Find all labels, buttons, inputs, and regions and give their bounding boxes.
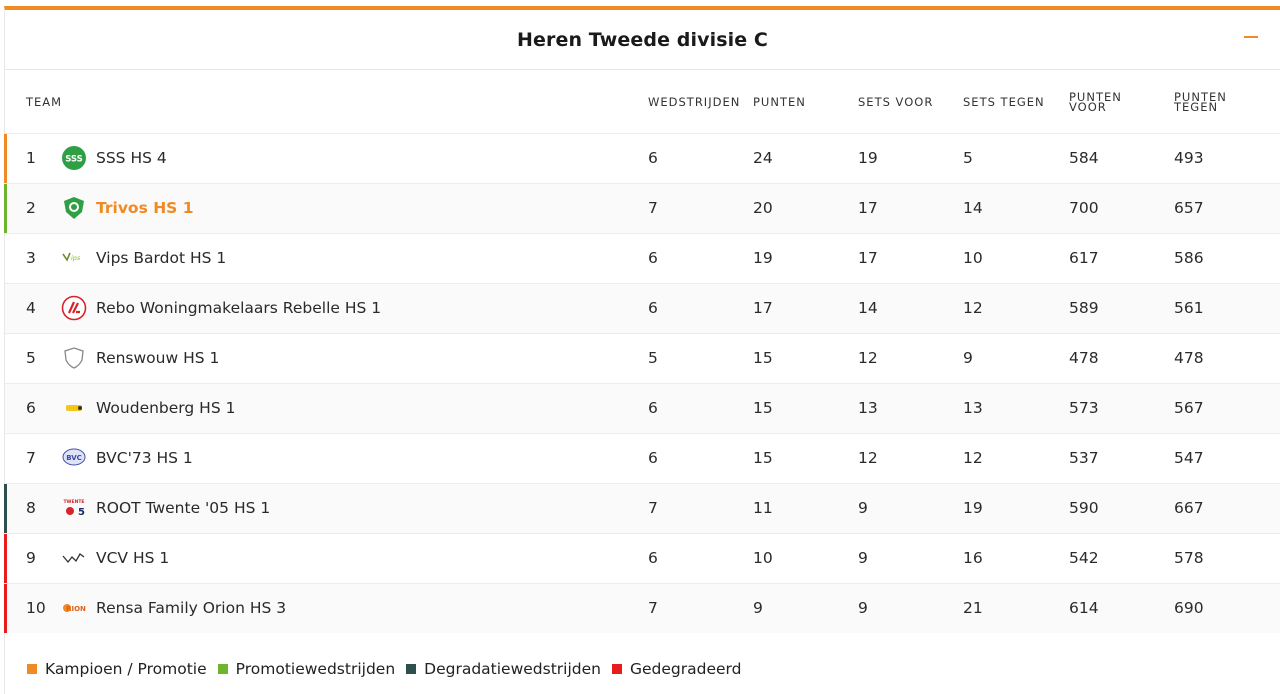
sets-voor-cell: 13 (858, 399, 878, 417)
status-bar (4, 134, 7, 183)
rank-value: 1 (26, 149, 36, 167)
rank-cell (5, 383, 61, 433)
status-bar (4, 584, 7, 634)
punten-cell: 20 (753, 199, 773, 217)
team-name[interactable]: SSS HS 4 (96, 149, 167, 167)
team-name[interactable]: VCV HS 1 (96, 549, 170, 567)
team-name[interactable]: Renswouw HS 1 (96, 349, 220, 367)
svg-text:RION: RION (66, 605, 86, 614)
team-logo-icon (61, 145, 87, 171)
punten-tegen-cell: 667 (1174, 499, 1204, 517)
punten-voor-cell: 573 (1069, 399, 1099, 417)
sets-voor-cell: 17 (858, 249, 878, 267)
legend-item-promotie (218, 660, 395, 678)
sets-voor-cell: 12 (858, 449, 878, 467)
team-logo-icon (61, 445, 87, 471)
sets-tegen-cell: 12 (963, 299, 983, 317)
table-row[interactable] (5, 333, 1280, 383)
punten-voor-cell: 478 (1069, 349, 1099, 367)
table-row[interactable] (5, 233, 1280, 283)
team-logo-icon (61, 195, 87, 221)
punten-tegen-cell: 690 (1174, 599, 1204, 618)
punten-cell: 15 (753, 399, 773, 417)
punten-tegen-cell: 578 (1174, 549, 1204, 567)
rank-cell (5, 433, 61, 483)
punten-tegen-cell: 478 (1174, 349, 1204, 367)
sets-tegen-cell: 9 (963, 349, 973, 367)
wedstrijden-cell: 6 (648, 449, 658, 467)
wedstrijden-cell: 5 (648, 349, 658, 367)
punten-cell: 24 (753, 149, 773, 167)
team-logo-icon (61, 545, 87, 571)
team-name[interactable]: BVC'73 HS 1 (96, 449, 193, 467)
svg-text:TWENTE: TWENTE (63, 500, 85, 505)
table-row[interactable] (5, 583, 1280, 633)
rank-cell (5, 583, 61, 633)
team-cell[interactable] (61, 333, 648, 383)
rank-cell (5, 333, 61, 383)
punten-voor-cell: 700 (1069, 199, 1099, 217)
punten-cell: 19 (753, 249, 773, 267)
legend-swatch (218, 664, 228, 674)
collapse-icon[interactable] (1244, 36, 1258, 38)
legend-label: Degradatiewedstrijden (424, 660, 601, 678)
rank-cell (5, 233, 61, 283)
sets-voor-cell: 9 (858, 499, 868, 517)
rank-cell (5, 183, 61, 233)
rank-cell (5, 483, 61, 533)
team-cell[interactable] (61, 383, 648, 433)
table-row[interactable] (5, 533, 1280, 583)
status-bar (4, 484, 7, 533)
rank-value: 8 (26, 499, 36, 517)
legend (27, 660, 752, 678)
sets-voor-cell: 9 (858, 599, 868, 618)
team-cell[interactable] (61, 183, 648, 233)
wedstrijden-cell: 6 (648, 149, 658, 167)
team-name[interactable]: Rebo Woningmakelaars Rebelle HS 1 (96, 299, 382, 317)
sets-tegen-cell: 16 (963, 549, 983, 567)
punten-voor-cell: 589 (1069, 299, 1099, 317)
rank-value: 2 (26, 199, 36, 217)
header-punten-tegen-line2: TEGEN (1174, 100, 1219, 115)
punten-cell: 17 (753, 299, 773, 317)
rank-value: 9 (26, 549, 36, 567)
team-cell[interactable] (61, 483, 648, 533)
header-team: TEAM (26, 95, 63, 110)
wedstrijden-cell: 7 (648, 499, 658, 517)
rank-cell (5, 533, 61, 583)
rank-value: 10 (26, 599, 46, 618)
punten-tegen-cell: 567 (1174, 399, 1204, 417)
wedstrijden-cell: 6 (648, 299, 658, 317)
sets-tegen-cell: 19 (963, 499, 983, 517)
status-bar (4, 184, 7, 233)
punten-voor-cell: 614 (1069, 599, 1099, 618)
legend-item-kampioen (27, 660, 207, 678)
sets-tegen-cell: 12 (963, 449, 983, 467)
team-name[interactable]: Woudenberg HS 1 (96, 399, 236, 417)
wedstrijden-cell: 7 (648, 599, 658, 618)
team-logo-icon (61, 345, 87, 371)
table-header-row (5, 70, 1280, 133)
punten-cell: 11 (753, 499, 773, 517)
legend-swatch (612, 664, 622, 674)
team-cell[interactable] (61, 233, 648, 283)
team-logo-icon (61, 595, 87, 621)
header-sets-tegen: SETS TEGEN (963, 95, 1045, 110)
table-row[interactable] (5, 183, 1280, 233)
legend-item-gedegradeerd (612, 660, 741, 678)
punten-tegen-cell: 657 (1174, 199, 1204, 217)
team-logo-icon (61, 295, 87, 321)
svg-text:5: 5 (78, 507, 85, 518)
team-name[interactable]: ROOT Twente '05 HS 1 (96, 499, 271, 517)
header-sets-voor: SETS VOOR (858, 95, 934, 110)
panel-header[interactable] (5, 10, 1280, 70)
punten-tegen-cell: 493 (1174, 149, 1204, 167)
team-name[interactable]: Vips Bardot HS 1 (96, 249, 227, 267)
legend-item-degradatie (406, 660, 601, 678)
header-punten-tegen (1174, 70, 1280, 133)
rank-value: 7 (26, 449, 36, 467)
rank-value: 4 (26, 299, 36, 317)
header-punten-voor (1069, 70, 1174, 133)
team-logo-icon (61, 495, 87, 521)
punten-voor-cell: 542 (1069, 549, 1099, 567)
standings-table (5, 70, 1280, 633)
svg-text:SSS: SSS (65, 154, 83, 165)
table-row[interactable] (5, 133, 1280, 183)
punten-tegen-cell: 586 (1174, 249, 1204, 267)
sets-voor-cell: 12 (858, 349, 878, 367)
header-punten-voor-line2: VOOR (1069, 100, 1107, 115)
wedstrijden-cell: 6 (648, 399, 658, 417)
punten-voor-cell: 590 (1069, 499, 1099, 517)
rank-cell (5, 133, 61, 183)
table-row[interactable] (5, 283, 1280, 333)
team-cell[interactable] (61, 433, 648, 483)
punten-cell: 15 (753, 449, 773, 467)
table-row[interactable] (5, 433, 1280, 483)
punten-cell: 15 (753, 349, 773, 367)
sets-tegen-cell: 5 (963, 149, 973, 167)
sets-voor-cell: 17 (858, 199, 878, 217)
legend-label: Gedegradeerd (629, 660, 742, 678)
rank-cell (5, 283, 61, 333)
svg-text:BVC: BVC (66, 454, 82, 462)
sets-voor-cell: 9 (858, 549, 868, 567)
team-cell[interactable] (61, 283, 648, 333)
svg-text:ips: ips (71, 254, 81, 262)
punten-tegen-cell: 547 (1174, 449, 1204, 467)
team-logo-icon (61, 245, 87, 271)
punten-voor-cell: 617 (1069, 249, 1099, 267)
legend-label: Kampioen / Promotie (45, 660, 207, 678)
header-punten-tegen-line1: PUNTEN (1174, 90, 1227, 105)
rank-value: 5 (26, 349, 36, 367)
panel-title: Heren Tweede divisie C (517, 28, 768, 51)
sets-tegen-cell: 13 (963, 399, 983, 417)
wedstrijden-cell: 7 (648, 199, 658, 217)
team-cell[interactable] (61, 133, 648, 183)
sets-tegen-cell: 21 (963, 599, 983, 618)
rank-value: 6 (26, 399, 36, 417)
team-cell[interactable] (61, 533, 648, 583)
team-name[interactable]: Trivos HS 1 (96, 199, 194, 217)
punten-tegen-cell: 561 (1174, 299, 1204, 317)
sets-voor-cell: 14 (858, 299, 878, 317)
punten-voor-cell: 537 (1069, 449, 1099, 467)
legend-label: Promotiewedstrijden (235, 660, 396, 678)
punten-voor-cell: 584 (1069, 149, 1099, 167)
header-punten-voor-line1: PUNTEN (1069, 90, 1122, 105)
team-logo-icon (61, 395, 87, 421)
sets-voor-cell: 19 (858, 149, 878, 167)
punten-cell: 9 (753, 599, 763, 618)
punten-cell: 10 (753, 549, 773, 567)
legend-swatch (27, 664, 37, 674)
team-cell[interactable] (61, 583, 648, 633)
status-bar (4, 534, 7, 583)
sets-tegen-cell: 10 (963, 249, 983, 267)
table-row[interactable] (5, 483, 1280, 533)
wedstrijden-cell: 6 (648, 249, 658, 267)
rank-value: 3 (26, 249, 36, 267)
wedstrijden-cell: 6 (648, 549, 658, 567)
sets-tegen-cell: 14 (963, 199, 983, 217)
header-punten: PUNTEN (753, 95, 806, 110)
table-row[interactable] (5, 383, 1280, 433)
team-name[interactable]: Rensa Family Orion HS 3 (96, 599, 287, 618)
standings-panel (4, 6, 1280, 694)
header-wedstrijden: WEDSTRIJDEN (648, 95, 741, 110)
legend-swatch (406, 664, 416, 674)
